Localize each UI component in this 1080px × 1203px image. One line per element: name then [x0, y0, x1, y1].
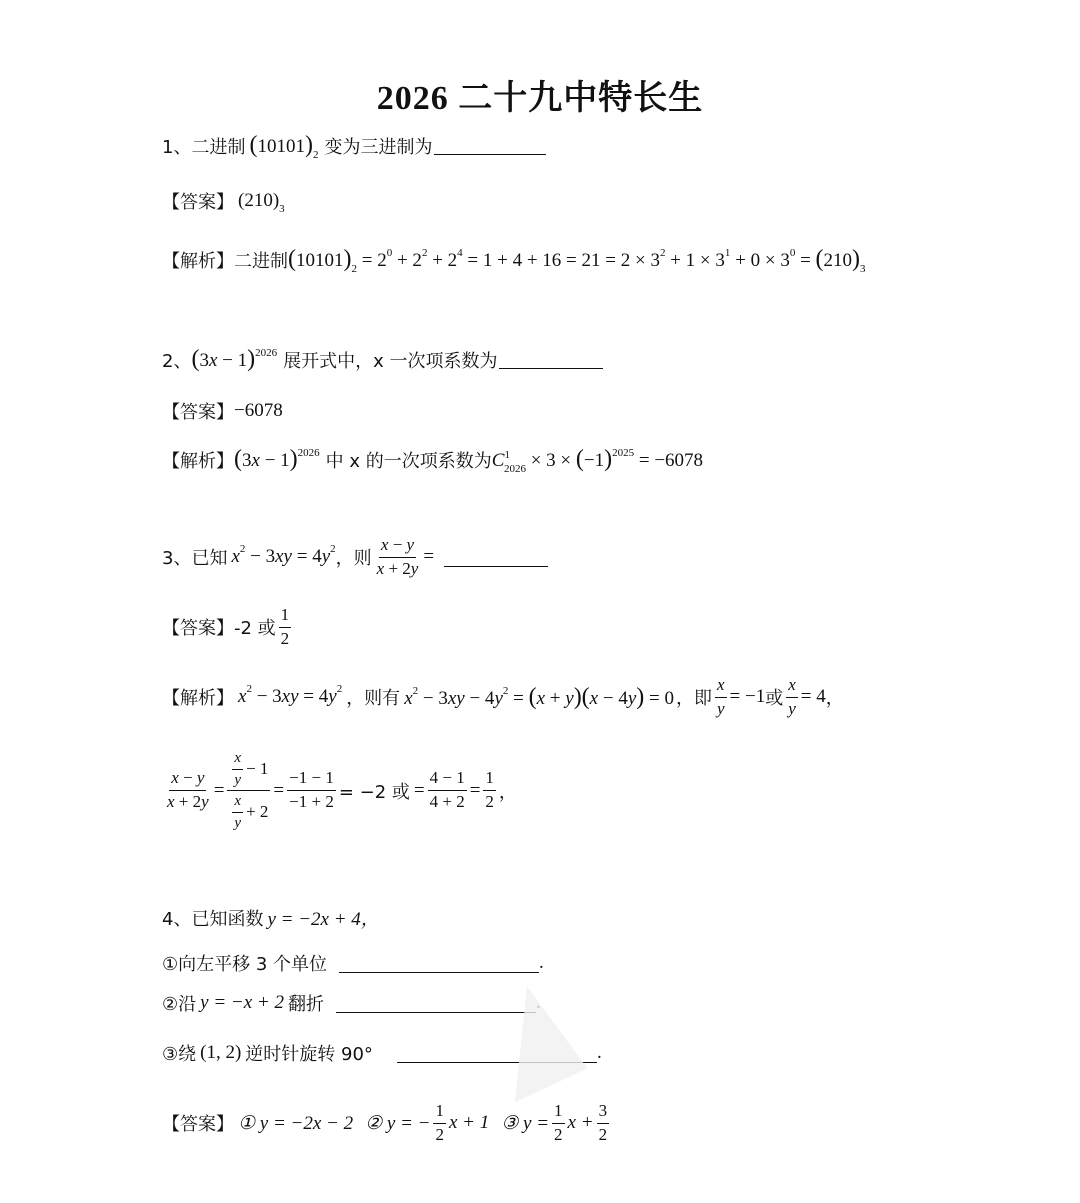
q4-answer-1: ① y = −2x − 2 — [238, 1112, 354, 1134]
q3-deriv-frac-3: $\frac{4 - 1}{4 + 2}$ — [429, 768, 465, 811]
q4-part-1: ①向左平移 3 个单位 . — [162, 952, 544, 975]
q1-binary: $(10101)_2$ — [249, 132, 319, 161]
q3-analysis-then: ，则有 — [346, 688, 401, 710]
q3-deriv-frac-2: $\frac{-1 - 1}{-1 + 2}$ — [289, 768, 334, 811]
q2-answer — [162, 398, 283, 424]
q1-prefix: 1、二进制 — [162, 136, 246, 158]
question-2 — [162, 346, 603, 373]
q4-function: y = −2x + 4， — [267, 909, 380, 930]
q4-answer-2-frac: $\frac{1}{2}$ — [435, 1101, 444, 1144]
q3-xy-frac-2: $\frac{x}{y}$ — [788, 675, 796, 718]
q3-or: 或 — [765, 688, 784, 710]
q1-suffix: 变为三进制为 — [324, 136, 433, 158]
answer-tag: 【答案】 — [162, 192, 234, 213]
q4-part-2-c: 翻折 — [287, 994, 324, 1015]
q4-answer-2-rest: x + 1 — [448, 1112, 490, 1134]
q4-part-1-text: ①向左平移 3 个单位 — [162, 954, 328, 975]
q3-answer — [162, 606, 294, 648]
q4-part-3: ③绕 (1, 2) 逆时针旋转 90° . — [162, 1042, 602, 1065]
q2-blank[interactable] — [499, 350, 603, 369]
q2-expr: $(3x - 1)^{2026}$ — [191, 346, 278, 372]
answer-tag: 【答案】 — [162, 618, 234, 640]
q1-analysis-formula: $(10101)_2 = 2^0 + 2^2 + 2^4 = 1 + 4 + 16 = 21 = 2 \times 3^2 + 1 \times 3^1 + 0 \times 3^0 = (210)_3$ — [288, 246, 866, 275]
q3-deriv-frac-4: $\frac{1}{2}$ — [485, 768, 494, 811]
q4-part-2-a: ②沿 — [162, 994, 197, 1015]
q2-analysis — [162, 446, 703, 473]
q3-analysis-eq: $x^2 - 3xy = 4y^2$ — [238, 683, 343, 708]
q3-end: ， — [825, 688, 844, 710]
analysis-tag: 【解析】 — [162, 688, 234, 710]
q2-text: 展开式中，x 一次项系数为 — [283, 350, 498, 372]
q1-analysis-text: 二进制 — [234, 250, 288, 272]
q1-analysis — [162, 246, 866, 273]
q4-answer-2: ② y = − — [365, 1112, 431, 1134]
q4-part-2-line: y = −x + 2 — [200, 992, 284, 1013]
answer-tag: 【答案】 — [162, 402, 234, 423]
q2-answer-value: −6078 — [234, 400, 283, 421]
q3-equation: $x^2 - 3xy = 4y^2$ — [231, 543, 336, 568]
q3-deriv-compound: $\frac{x}{y}$ − 1 $\frac{x}{y}$ + 2 — [227, 750, 270, 831]
answer-tag: 【答案】 — [162, 1114, 234, 1136]
q2-analysis-formula: $C^1_{2026} \times 3 \times (-1)^{2025} = -6078$ — [491, 446, 704, 475]
q3-deriv-or: = −2 或 — [338, 781, 410, 803]
q4-prefix: 4、已知函数 — [162, 908, 264, 930]
q4-answer-3-frac-2: $\frac{3}{2}$ — [598, 1101, 608, 1144]
analysis-tag: 【解析】 — [162, 450, 234, 472]
q4-part-3-a: ③绕 — [162, 1044, 197, 1065]
q1-answer — [162, 188, 285, 214]
q3-deriv-frac-1: $\frac{x - y}{x + 2y}$ — [167, 768, 209, 811]
question-4 — [162, 904, 380, 931]
analysis-tag: 【解析】 — [162, 250, 234, 272]
q1-blank[interactable] — [434, 136, 546, 155]
q1-answer-value: $(210)_3$ — [238, 190, 285, 215]
q3-xy-frac-1: $\frac{x}{y}$ — [716, 675, 725, 718]
q2-prefix: 2、 — [162, 350, 192, 372]
q3-answer-fraction: $\frac{1}{2}$ — [280, 605, 290, 648]
question-1 — [162, 132, 546, 159]
q4-part-3-point: (1, 2) — [200, 1042, 242, 1063]
q4-answer-3: ③ y = — [501, 1112, 550, 1134]
q3-answer-value: -2 或 — [234, 618, 276, 640]
q4-answer — [162, 1102, 612, 1144]
q4-part-2: ②沿 y = −x + 2 翻折 . — [162, 992, 541, 1015]
page-title: 2026 二十九中特长生 — [376, 80, 704, 117]
q3-analysis: 【解析】 $x^2 - 3xy = 4y^2$ ，则有 $x^2 - 3xy - 4y^2 = (x + y)(x - 4y) = 0$ ，即 $\frac{x}{y}$ = −1 或 $\frac{x}{y}$ = 4 ， — [162, 675, 844, 718]
q3-blank[interactable] — [444, 548, 548, 567]
question-3: 3、已知 $x^2 - 3xy = 4y^2$ ，则 $\frac{x - y}{x + 2y}$ = — [162, 536, 548, 578]
q4-part-3-c: 逆时针旋转 90° — [245, 1044, 373, 1065]
q3-analysis-factor: $x^2 - 3xy - 4y^2 = (x + y)(x - 4y) = 0$ — [404, 683, 674, 710]
q3-analysis-ji: ，即 — [675, 688, 712, 710]
q3-analysis-derivation: $\frac{x - y}{x + 2y}$ = $\frac{x}{y}$ − 1 $\frac{x}{y}$ + 2 = $\frac{-1 - 1}{-1 + 2}$ = −2 或 = $\frac{4 - 1}{4 + 2}$ = $\frac{1}{2}$ ， — [167, 750, 517, 831]
q4-answer-3-frac-1: $\frac{1}{2}$ — [554, 1101, 563, 1144]
q3-then: ，则 — [335, 548, 372, 570]
q4-part-1-blank[interactable] — [339, 954, 539, 973]
q2-analysis-mid: 中 x 的一次项系数为 — [325, 450, 492, 472]
q4-answer-3-rest: x + — [567, 1112, 594, 1134]
q3-fraction: $\frac{x - y}{x + 2y}$ — [376, 535, 419, 578]
q3-prefix: 3、已知 — [162, 548, 228, 570]
q2-analysis-expr: $(3x - 1)^{2026}$ — [234, 446, 320, 472]
